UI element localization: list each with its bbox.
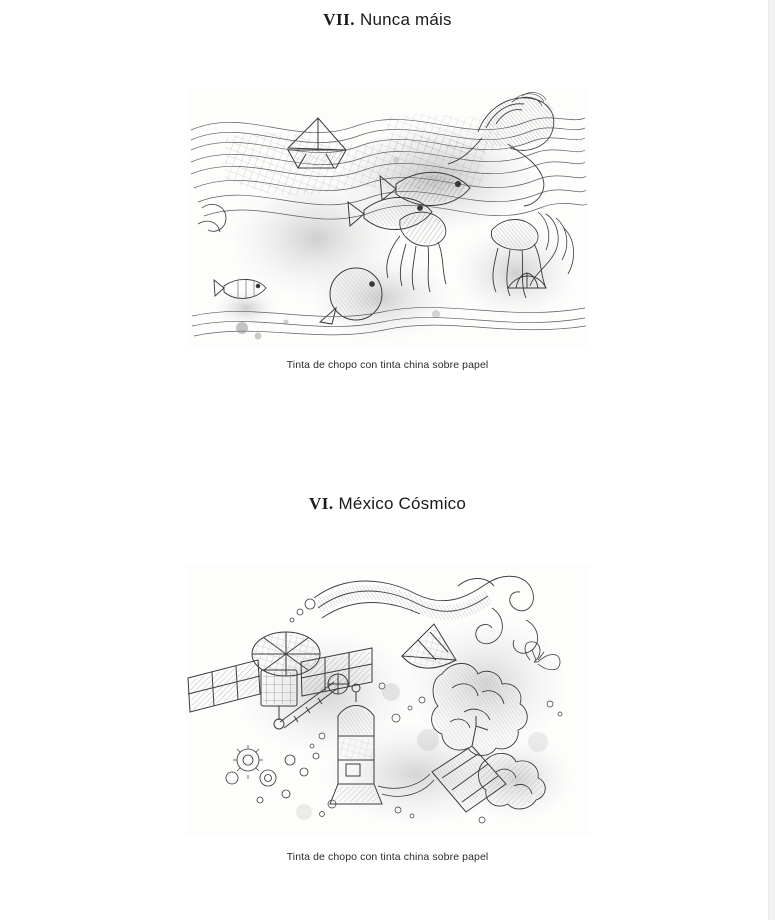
figure-caption-vii: Tinta de chopo con tinta china sobre papel: [286, 359, 489, 371]
section-numeral-vi: VI.: [308, 494, 334, 513]
page-title-vii: [0, 10, 775, 30]
section-name-vi: México Cósmico: [338, 494, 467, 513]
figure-caption-vi: Tinta de chopo con tinta china sobre papel: [286, 851, 489, 863]
page-title-vi: [0, 494, 775, 514]
section-numeral-vii: VII.: [323, 10, 356, 29]
artwork-section-vi: [0, 494, 775, 863]
artwork-image-vii: [186, 88, 590, 346]
artwork-section-vii: [0, 10, 775, 371]
artwork-image-vi: [186, 564, 590, 836]
figure-wrap-vii: [0, 88, 775, 346]
section-name-vii: Nunca máis: [359, 10, 452, 29]
figure-wrap-vi: [0, 564, 775, 836]
